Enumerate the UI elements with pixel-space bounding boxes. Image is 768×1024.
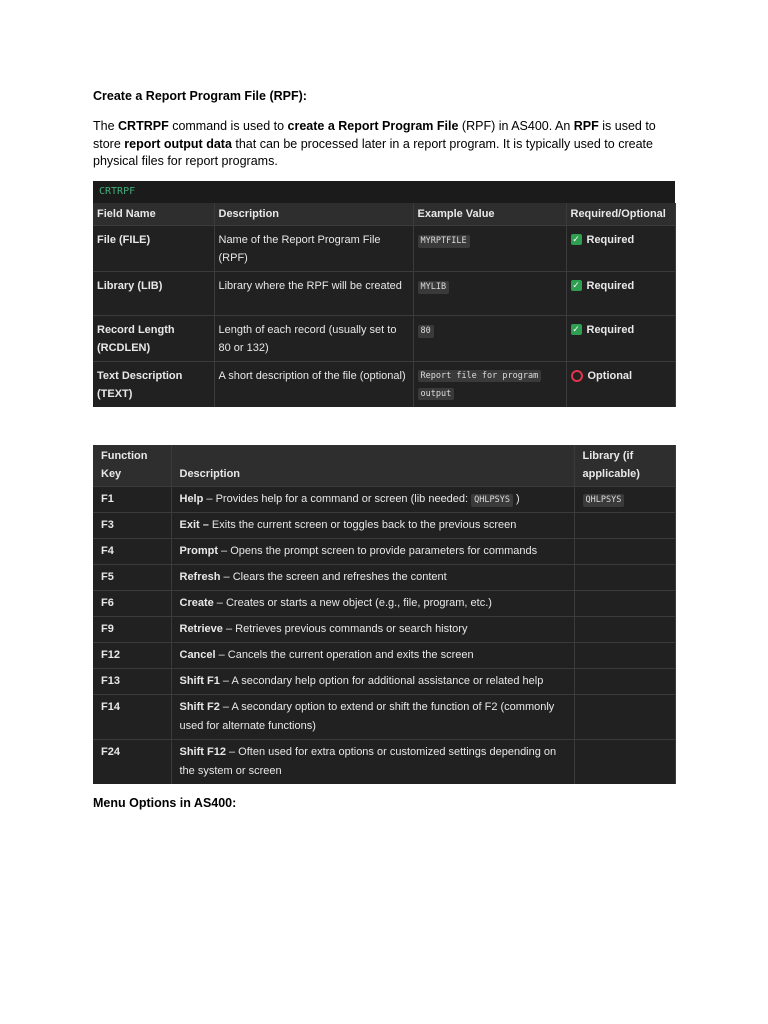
library-cell [574, 486, 675, 512]
column-header: Function Key [93, 445, 171, 487]
library-code: QHLPSYS [583, 494, 625, 507]
key-description [171, 694, 574, 739]
intro-bold-2: create a Report Program File [287, 119, 459, 133]
library-cell [574, 668, 675, 694]
check-box-icon: ✓ [572, 280, 580, 290]
parameter-table-header [93, 203, 675, 226]
intro-paragraph [93, 118, 675, 171]
key-text: – Creates or starts a new object (e.g., file, program, etc.) [213, 596, 492, 609]
table-row [93, 590, 675, 616]
column-header: Required/Optional [566, 203, 675, 226]
function-key: F4 [93, 538, 171, 564]
table-row [93, 564, 675, 590]
key-action-name: Create [179, 596, 214, 609]
intro-text-3: (RPF) in AS400. An [458, 119, 574, 133]
key-action-name: Shift F12 [179, 745, 226, 758]
example-code: MYLIB [418, 281, 450, 294]
function-key-table-header [93, 445, 675, 487]
field-description: Name of the Report Program File (RPF) [214, 225, 413, 271]
field-name: Record Length (RCDLEN) [93, 315, 214, 361]
key-text: – Retrieves previous commands or search history [222, 622, 468, 635]
key-action-name: Exit – [179, 518, 209, 531]
table-row [93, 694, 675, 739]
status-cell [566, 315, 675, 361]
library-cell [574, 590, 675, 616]
key-text: – Clears the screen and refreshes the content [220, 570, 447, 583]
key-action-name: Refresh [179, 570, 221, 583]
function-key: F3 [93, 512, 171, 538]
key-description [171, 564, 574, 590]
status-label: Required [586, 279, 635, 292]
key-text: – Opens the prompt screen to provide parameters for commands [218, 544, 538, 557]
function-key: F13 [93, 668, 171, 694]
table-row [93, 668, 675, 694]
check-box-icon: ✓ [572, 324, 580, 334]
key-text: – Often used for extra options or customized settings depending on the system or screen [179, 745, 557, 777]
check-box-icon: ✓ [572, 234, 580, 244]
library-cell [574, 512, 675, 538]
red-circle-icon [571, 370, 583, 382]
status-label: Required [586, 233, 635, 246]
key-action-name: Shift F2 [179, 700, 220, 713]
key-description [171, 538, 574, 564]
key-text: ) [512, 492, 520, 505]
example-code: 80 [418, 325, 434, 338]
menu-options-heading: Menu Options in AS400: [93, 795, 237, 810]
column-header: Description [171, 445, 574, 487]
field-description: Library where the RPF will be created [214, 271, 413, 315]
function-key-table [93, 445, 676, 784]
key-text: Exits the current screen or toggles back to the previous screen [208, 518, 517, 531]
key-description [171, 739, 574, 784]
example-code: MYRPTFILE [418, 235, 470, 248]
function-key: F9 [93, 616, 171, 642]
key-text: – A secondary option to extend or shift the function of F2 (commonly used for alternate functions) [179, 700, 555, 732]
library-cell [574, 739, 675, 784]
function-key: F1 [93, 486, 171, 512]
column-header: Description [214, 203, 413, 226]
library-cell [574, 564, 675, 590]
key-description [171, 512, 574, 538]
key-text: – Cancels the current operation and exits the screen [215, 648, 474, 661]
table-row [93, 315, 675, 361]
key-description [171, 486, 574, 512]
key-action-name: Help [179, 492, 204, 505]
field-name: Library (LIB) [93, 271, 214, 315]
section-heading: Create a Report Program File (RPF): [93, 89, 307, 103]
parameter-table [93, 203, 676, 407]
library-cell [574, 538, 675, 564]
field-description: A short description of the file (optional) [214, 361, 413, 407]
intro-bold-3: RPF [573, 119, 599, 133]
intro-text-1: The [93, 119, 119, 133]
table-row [93, 512, 675, 538]
key-action-name: Shift F1 [179, 674, 220, 687]
function-key: F24 [93, 739, 171, 784]
key-text: – A secondary help option for additional assistance or related help [219, 674, 544, 687]
example-cell [413, 361, 566, 407]
example-code: Report file for program [418, 370, 542, 382]
key-description [171, 642, 574, 668]
field-name: File (FILE) [93, 225, 214, 271]
example-cell [413, 225, 566, 271]
function-key: F12 [93, 642, 171, 668]
key-description [171, 616, 574, 642]
key-action-name: Retrieve [179, 622, 223, 635]
table-row [93, 271, 675, 315]
key-text: – Provides help for a command or screen (lib needed: [203, 492, 472, 505]
table-row [93, 616, 675, 642]
column-header: Field Name [93, 203, 214, 226]
table-row [93, 486, 675, 512]
field-name: Text Description (TEXT) [93, 361, 214, 407]
key-description [171, 590, 574, 616]
column-header: Example Value [413, 203, 566, 226]
function-key: F6 [93, 590, 171, 616]
example-cell [413, 271, 566, 315]
status-cell [566, 271, 675, 315]
status-label: Required [586, 323, 635, 336]
table-row [93, 361, 675, 407]
intro-bold-1: CRTRPF [118, 119, 169, 133]
function-key: F5 [93, 564, 171, 590]
library-cell [574, 642, 675, 668]
intro-text-4: is used to store [93, 119, 656, 151]
column-header: Library (if applicable) [574, 445, 675, 487]
example-code: output [418, 388, 455, 400]
key-action-name: Cancel [179, 648, 216, 661]
status-cell [566, 225, 675, 271]
table-row [93, 642, 675, 668]
intro-text-5: that can be processed later in a report program. It is typically used to create physical files for report programs. [93, 136, 653, 168]
command-code-bar: CRTRPF [93, 181, 675, 203]
function-key: F14 [93, 694, 171, 739]
table-row [93, 225, 675, 271]
key-action-name: Prompt [179, 544, 218, 557]
status-cell [566, 361, 675, 407]
table-row [93, 739, 675, 784]
example-cell [413, 315, 566, 361]
intro-bold-4: report output data [124, 136, 232, 151]
intro-text-2: command is used to [168, 119, 288, 133]
field-description: Length of each record (usually set to 80 or 132) [214, 315, 413, 361]
inline-code: QHLPSYS [471, 494, 513, 507]
library-cell [574, 694, 675, 739]
status-label: Optional [587, 369, 633, 382]
document-page [93, 88, 675, 822]
library-cell [574, 616, 675, 642]
key-description [171, 668, 574, 694]
table-row [93, 538, 675, 564]
